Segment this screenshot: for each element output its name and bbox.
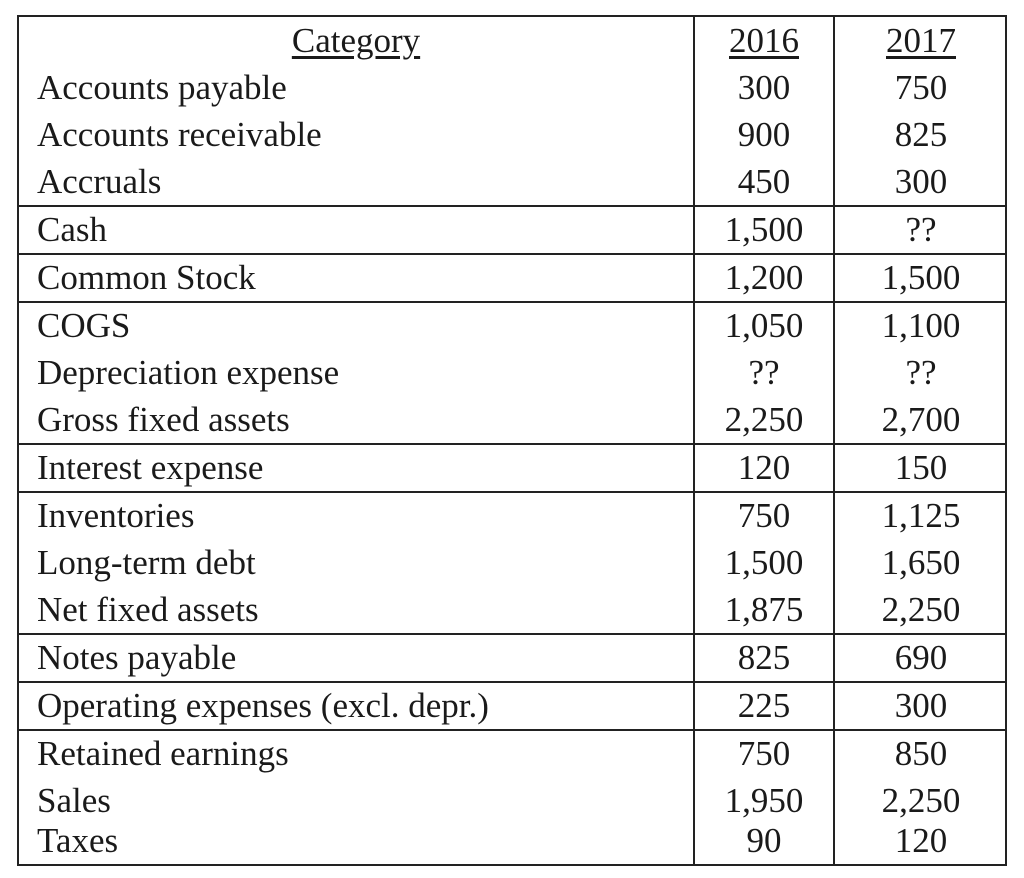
- table-row: [19, 682, 1005, 729]
- row-value-2017: 300: [894, 686, 948, 725]
- row-value-2016: 1,500: [724, 210, 804, 249]
- row-value-2017: 2,250: [881, 781, 961, 820]
- row-value-2017: 300: [894, 162, 948, 201]
- row-value-2016: 750: [737, 496, 791, 535]
- row-value-2017: 850: [894, 734, 948, 773]
- row-value-2017: 750: [894, 68, 948, 107]
- row-value-2017: 2,700: [881, 400, 961, 439]
- table-row: [19, 539, 1005, 586]
- table-row: [19, 396, 1005, 443]
- table-row: [19, 254, 1005, 301]
- row-value-2016: 120: [737, 448, 791, 487]
- table-row: [19, 586, 1005, 633]
- row-value-2017: 2,250: [881, 590, 961, 629]
- row-value-2016: 2,250: [724, 400, 804, 439]
- table-row: [19, 730, 1005, 777]
- row-category: Long-term debt: [37, 543, 256, 582]
- row-category: Notes payable: [37, 638, 237, 677]
- row-category: Accruals: [37, 162, 162, 201]
- row-value-2017: 1,100: [881, 306, 961, 345]
- row-value-2016: 450: [737, 162, 791, 201]
- row-value-2016: 900: [737, 115, 791, 154]
- header-year-2016: 2016: [729, 21, 799, 60]
- row-value-2016: 300: [737, 68, 791, 107]
- row-value-2017: ??: [905, 353, 937, 392]
- row-value-2016: 1,200: [724, 258, 804, 297]
- row-value-2017: 120: [894, 821, 948, 860]
- row-category: Depreciation expense: [37, 353, 340, 392]
- row-value-2016: 1,950: [724, 781, 804, 820]
- row-value-2017: 825: [894, 115, 948, 154]
- row-category: Sales: [37, 781, 111, 820]
- row-category: Cash: [37, 210, 107, 249]
- table-row: [19, 349, 1005, 396]
- row-value-2017: 1,125: [881, 496, 961, 535]
- row-value-2017: ??: [905, 210, 937, 249]
- row-category: Interest expense: [37, 448, 264, 487]
- row-value-2016: 750: [737, 734, 791, 773]
- row-value-2016: 90: [746, 821, 782, 860]
- header-year-2017: 2017: [886, 21, 956, 60]
- row-category: Accounts payable: [37, 68, 287, 107]
- table-header-row: [19, 17, 1005, 64]
- row-value-2017: 690: [894, 638, 948, 677]
- row-category: Net fixed assets: [37, 590, 259, 629]
- row-value-2016: 1,500: [724, 543, 804, 582]
- table-row: [19, 492, 1005, 539]
- row-value-2017: 1,650: [881, 543, 961, 582]
- row-value-2016: ??: [748, 353, 780, 392]
- row-value-2017: 1,500: [881, 258, 961, 297]
- row-value-2016: 1,050: [724, 306, 804, 345]
- row-category: Accounts receivable: [37, 115, 322, 154]
- table-row: [19, 444, 1005, 491]
- row-value-2016: 1,875: [724, 590, 804, 629]
- table-row: [19, 817, 1005, 864]
- table-row: [19, 158, 1005, 205]
- row-value-2016: 225: [737, 686, 791, 725]
- row-category: COGS: [37, 306, 131, 345]
- table-row: [19, 634, 1005, 681]
- header-category: Category: [291, 21, 421, 60]
- row-category: Common Stock: [37, 258, 256, 297]
- row-value-2017: 150: [894, 448, 948, 487]
- table-row: [19, 111, 1005, 158]
- row-category: Taxes: [37, 821, 119, 860]
- row-value-2016: 825: [737, 638, 791, 677]
- row-category: Operating expenses (excl. depr.): [37, 686, 489, 725]
- table-row: [19, 64, 1005, 111]
- table-row: [19, 302, 1005, 349]
- table-row: [19, 206, 1005, 253]
- row-category: Gross fixed assets: [37, 400, 290, 439]
- financial-data-table: [17, 15, 1007, 866]
- row-category: Retained earnings: [37, 734, 289, 773]
- row-category: Inventories: [37, 496, 195, 535]
